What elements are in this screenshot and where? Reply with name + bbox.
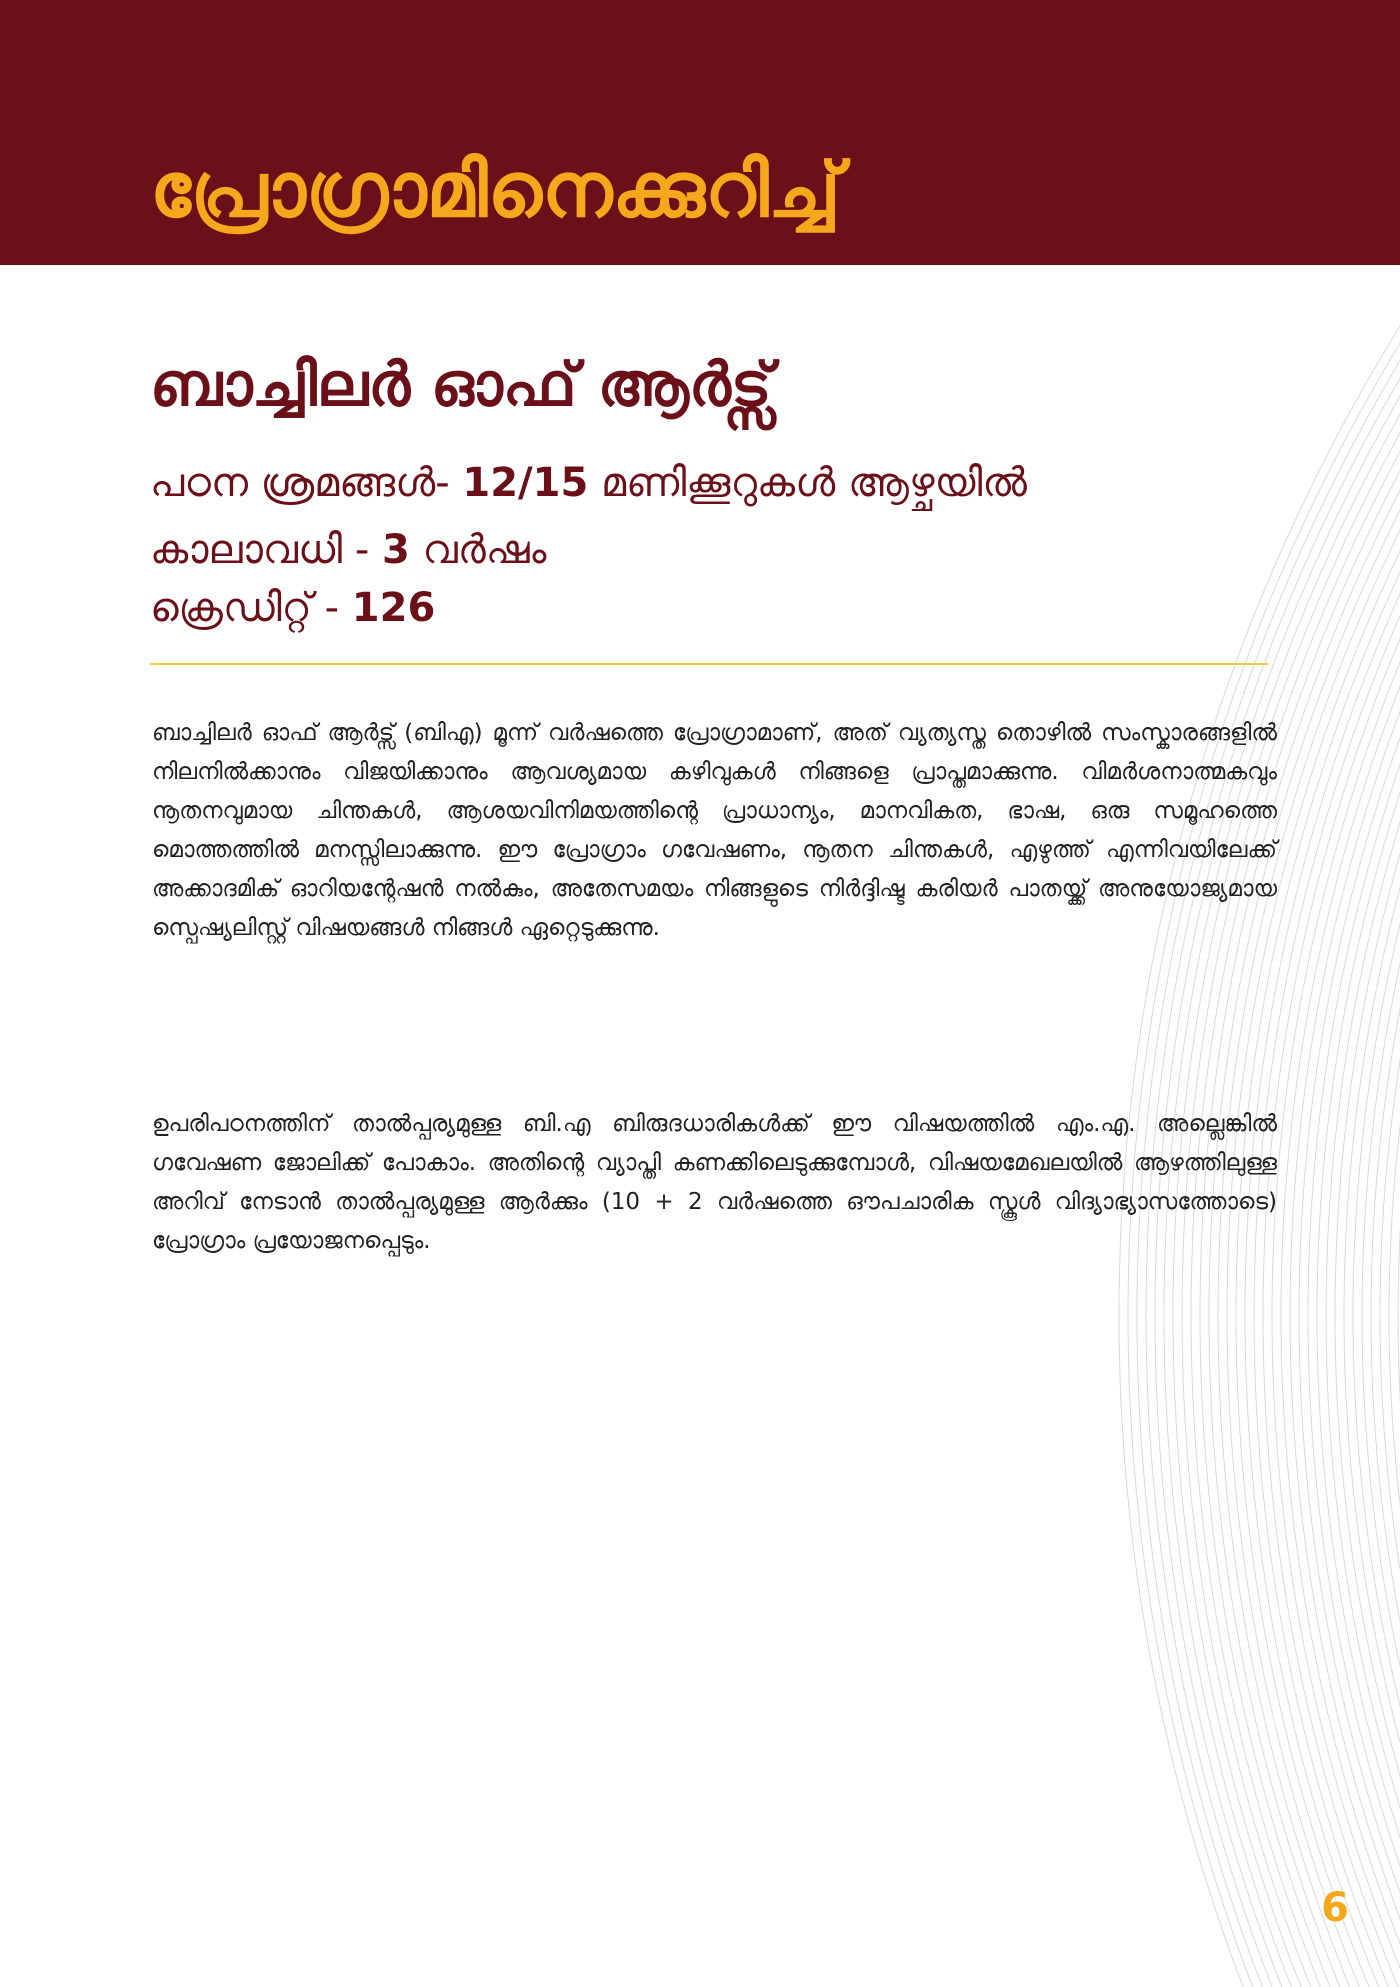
decorative-arc [1326, 265, 1400, 1987]
duration-suffix: വർഷം [409, 527, 547, 573]
decorative-arc [1353, 265, 1400, 1987]
decorative-arc [1344, 265, 1400, 1987]
study-effort-suffix: മണിക്കൂറുകൾ ആഴ്ചയിൽ [588, 460, 1027, 506]
decorative-arc [1380, 265, 1400, 1987]
page-title: പ്രോഗ്രാമിനെക്കുറിച്ച് [150, 145, 841, 234]
decorative-arc [1371, 265, 1400, 1987]
study-effort-value: 12/15 [462, 460, 589, 506]
duration-line [150, 522, 546, 578]
decorative-arc [1317, 265, 1400, 1987]
credit-line [150, 580, 435, 636]
program-title: ബാച്ചിലർ ഓഫ് ആർട്സ് [150, 350, 772, 420]
decorative-arc [1335, 265, 1400, 1987]
decorative-arc [1389, 265, 1400, 1987]
credit-value: 126 [351, 585, 436, 631]
page-number: 6 [1321, 1885, 1349, 1931]
study-effort-line [150, 455, 1027, 511]
section-divider [150, 663, 1268, 665]
decorative-arc [1263, 265, 1400, 1987]
decorative-arc [1362, 265, 1400, 1987]
study-effort-label: പഠന ശ്രമങ്ങൾ- [150, 460, 463, 506]
body-paragraph-2: ഉപരിപഠനത്തിന് താൽപ്പര്യമുള്ള ബി.എ ബിരുദധാരികൾക്ക് ഈ വിഷയത്തിൽ എം.എ. അല്ലെങ്കിൽ ഗവേഷണ ജോലിക്ക് പോകാം. അതിന്റെ വ്യാപ്തി കണക്കിലെടുക്കുമ്പോൾ, വിഷയമേഖലയിൽ ആഴത്തിലുള്ള അറിവ് നേടാൻ താൽപ്പര്യമുള്ള ആർക്കും (10 + 2 വർഷത്തെ ഔപചാരിക സ്കൂൾ വിദ്യാഭ്യാസത്തോടെ) പ്രോഗ്രാം പ്രയോജനപ്പെടും. [152, 1111, 1277, 1254]
decorative-arc [1290, 265, 1400, 1987]
decorative-arc [1299, 265, 1400, 1987]
decorative-arc [1272, 265, 1400, 1987]
credit-label: ക്രെഡിറ്റ് - [150, 585, 352, 631]
duration-value: 3 [382, 527, 410, 573]
body-paragraph-1: ബാച്ചിലർ ഓഫ് ആർട്സ് (ബിഎ) മൂന്ന് വർഷത്തെ പ്രോഗ്രാമാണ്, അത് വ്യത്യസ്ത തൊഴിൽ സംസ്കാരങ്ങളിൽ നിലനിൽക്കാനും വിജയിക്കാനും ആവശ്യമായ കഴിവുകൾ നിങ്ങളെ പ്രാപ്തമാക്കുന്നു. വിമർശനാത്മകവും നൂതനവുമായ ചിന്തകൾ, ആശയവിനിമയത്തിന്റെ പ്രാധാന്യം, മാനവികത, ഭാഷ, ഒരു സമൂഹത്തെ മൊത്തത്തിൽ മനസ്സിലാക്കുന്നു. ഈ പ്രോഗ്രാം ഗവേഷണം, നൂതന ചിന്തകൾ, എഴുത്ത് എന്നിവയിലേക്ക് അക്കാദമിക് ഓറിയന്റേഷൻ നൽകും, അതേസമയം നിങ്ങളുടെ നിർദ്ദിഷ്ട കരിയർ പാതയ്ക്ക് അനുയോജ്യമായ സ്പെഷ്യലിസ്റ്റ് വിഷയങ്ങൾ നിങ്ങൾ ഏറ്റെടുക്കുന്നു. [152, 720, 1277, 941]
decorative-arc [1308, 265, 1400, 1987]
duration-label: കാലാവധി - [150, 527, 383, 573]
decorative-arc [1281, 265, 1400, 1987]
